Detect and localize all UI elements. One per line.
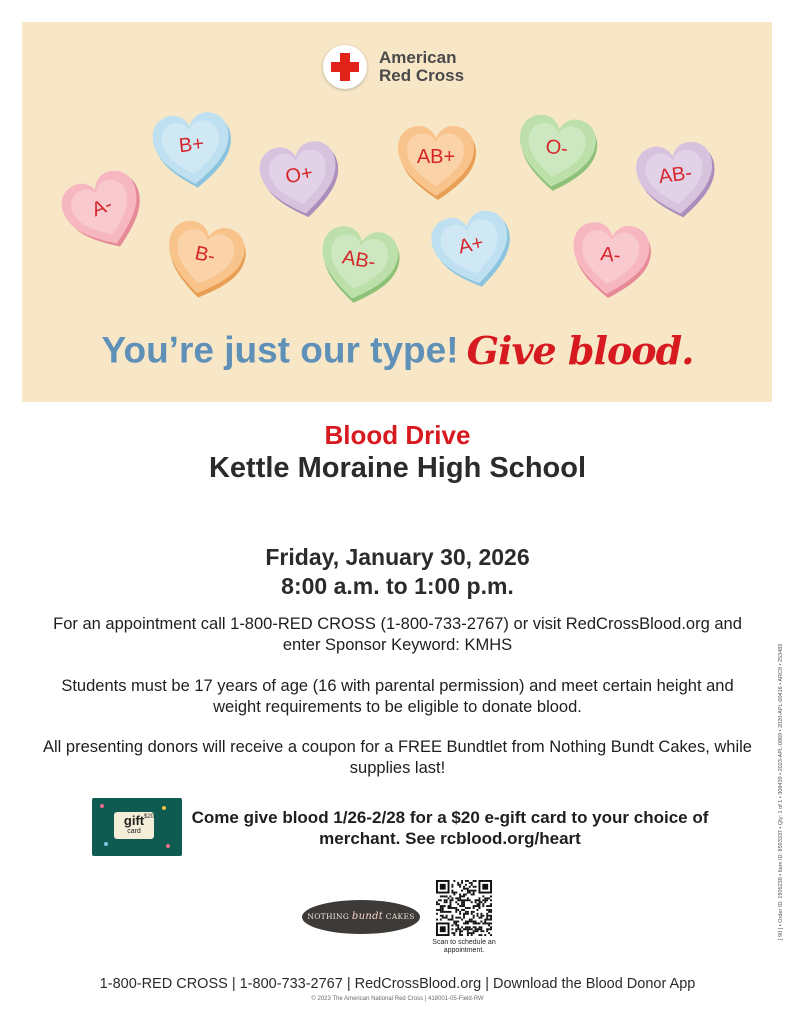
gift-card-image [92, 798, 182, 856]
event-time: 8:00 a.m. to 1:00 p.m. [281, 573, 514, 599]
candy-heart-icon: AB+ [394, 124, 478, 200]
tagline-script: Give blood. [466, 328, 694, 373]
appointment-text: For an appointment call 1-800-RED CROSS (1-800-733-2767) or visit RedCrossBlood.org and enter Sponsor Keyword: KMHS [53, 615, 742, 654]
tagline [0, 328, 795, 373]
tagline-main: You’re just our type! [101, 329, 459, 371]
logo-line-1: American [379, 48, 457, 67]
legal-text: © 2023 The American National Red Cross | 418001-05-Field-RW [311, 996, 484, 1002]
event-location: Kettle Moraine High School [208, 452, 587, 484]
candy-heart-icon: A- [51, 161, 157, 263]
nothing-bundt-cakes-logo [302, 900, 420, 934]
promo-text: Come give blood 1/26-2/28 for a $20 e-gift card to your choice of merchant. See rcblood.org/heart [191, 808, 709, 848]
eligibility-text: Students must be 17 years of age (16 with parental permission) and meet certain height and weight requirements to be eligible to donate blood. [61, 677, 734, 716]
candy-heart-icon: A- [564, 218, 655, 302]
candy-heart-icon: A+ [423, 204, 521, 296]
footer-contact: 1-800-RED CROSS | 1-800-733-2767 | RedCrossBlood.org | Download the Blood Donor App [99, 976, 696, 992]
gift-card-word: gift [123, 813, 145, 828]
candy-heart-icon: B- [155, 214, 253, 306]
candy-heart-icon: O- [509, 110, 603, 197]
red-cross-logo [323, 45, 464, 89]
gift-card-sub: card [127, 828, 141, 835]
qr-code-icon[interactable] [436, 880, 492, 936]
sponsor-middle: bundt [351, 911, 384, 922]
gift-card-amount: $20 [144, 814, 155, 820]
candy-heart-icon: AB- [629, 137, 723, 224]
event-kind: Blood Drive [324, 420, 471, 450]
coupon-text: All presenting donors will receive a coupon for a FREE Bundtlet from Nothing Bundt Cakes, while supplies last! [43, 738, 752, 777]
candy-heart-icon: B+ [146, 108, 237, 192]
side-print-code: [ 90 ] • Order ID: 1905238 • Item ID: 8593337 • Qty: 1 of 1 • 308439 • 2023-APL-0869 • 2020-APL-00416 • ARC8 • 253485 [778, 643, 784, 940]
sponsor-right: CAKES [385, 912, 415, 921]
event-datetime [0, 543, 795, 601]
logo-line-2: Red Cross [379, 66, 465, 85]
event-date: Friday, January 30, 2026 [265, 544, 530, 570]
red-cross-icon [323, 45, 367, 89]
qr-caption: Scan to schedule an appointment. [432, 939, 496, 954]
sponsor-left: NOTHING [307, 912, 350, 921]
candy-heart-icon: O+ [252, 135, 348, 224]
candy-heart-icon: AB- [310, 220, 406, 309]
